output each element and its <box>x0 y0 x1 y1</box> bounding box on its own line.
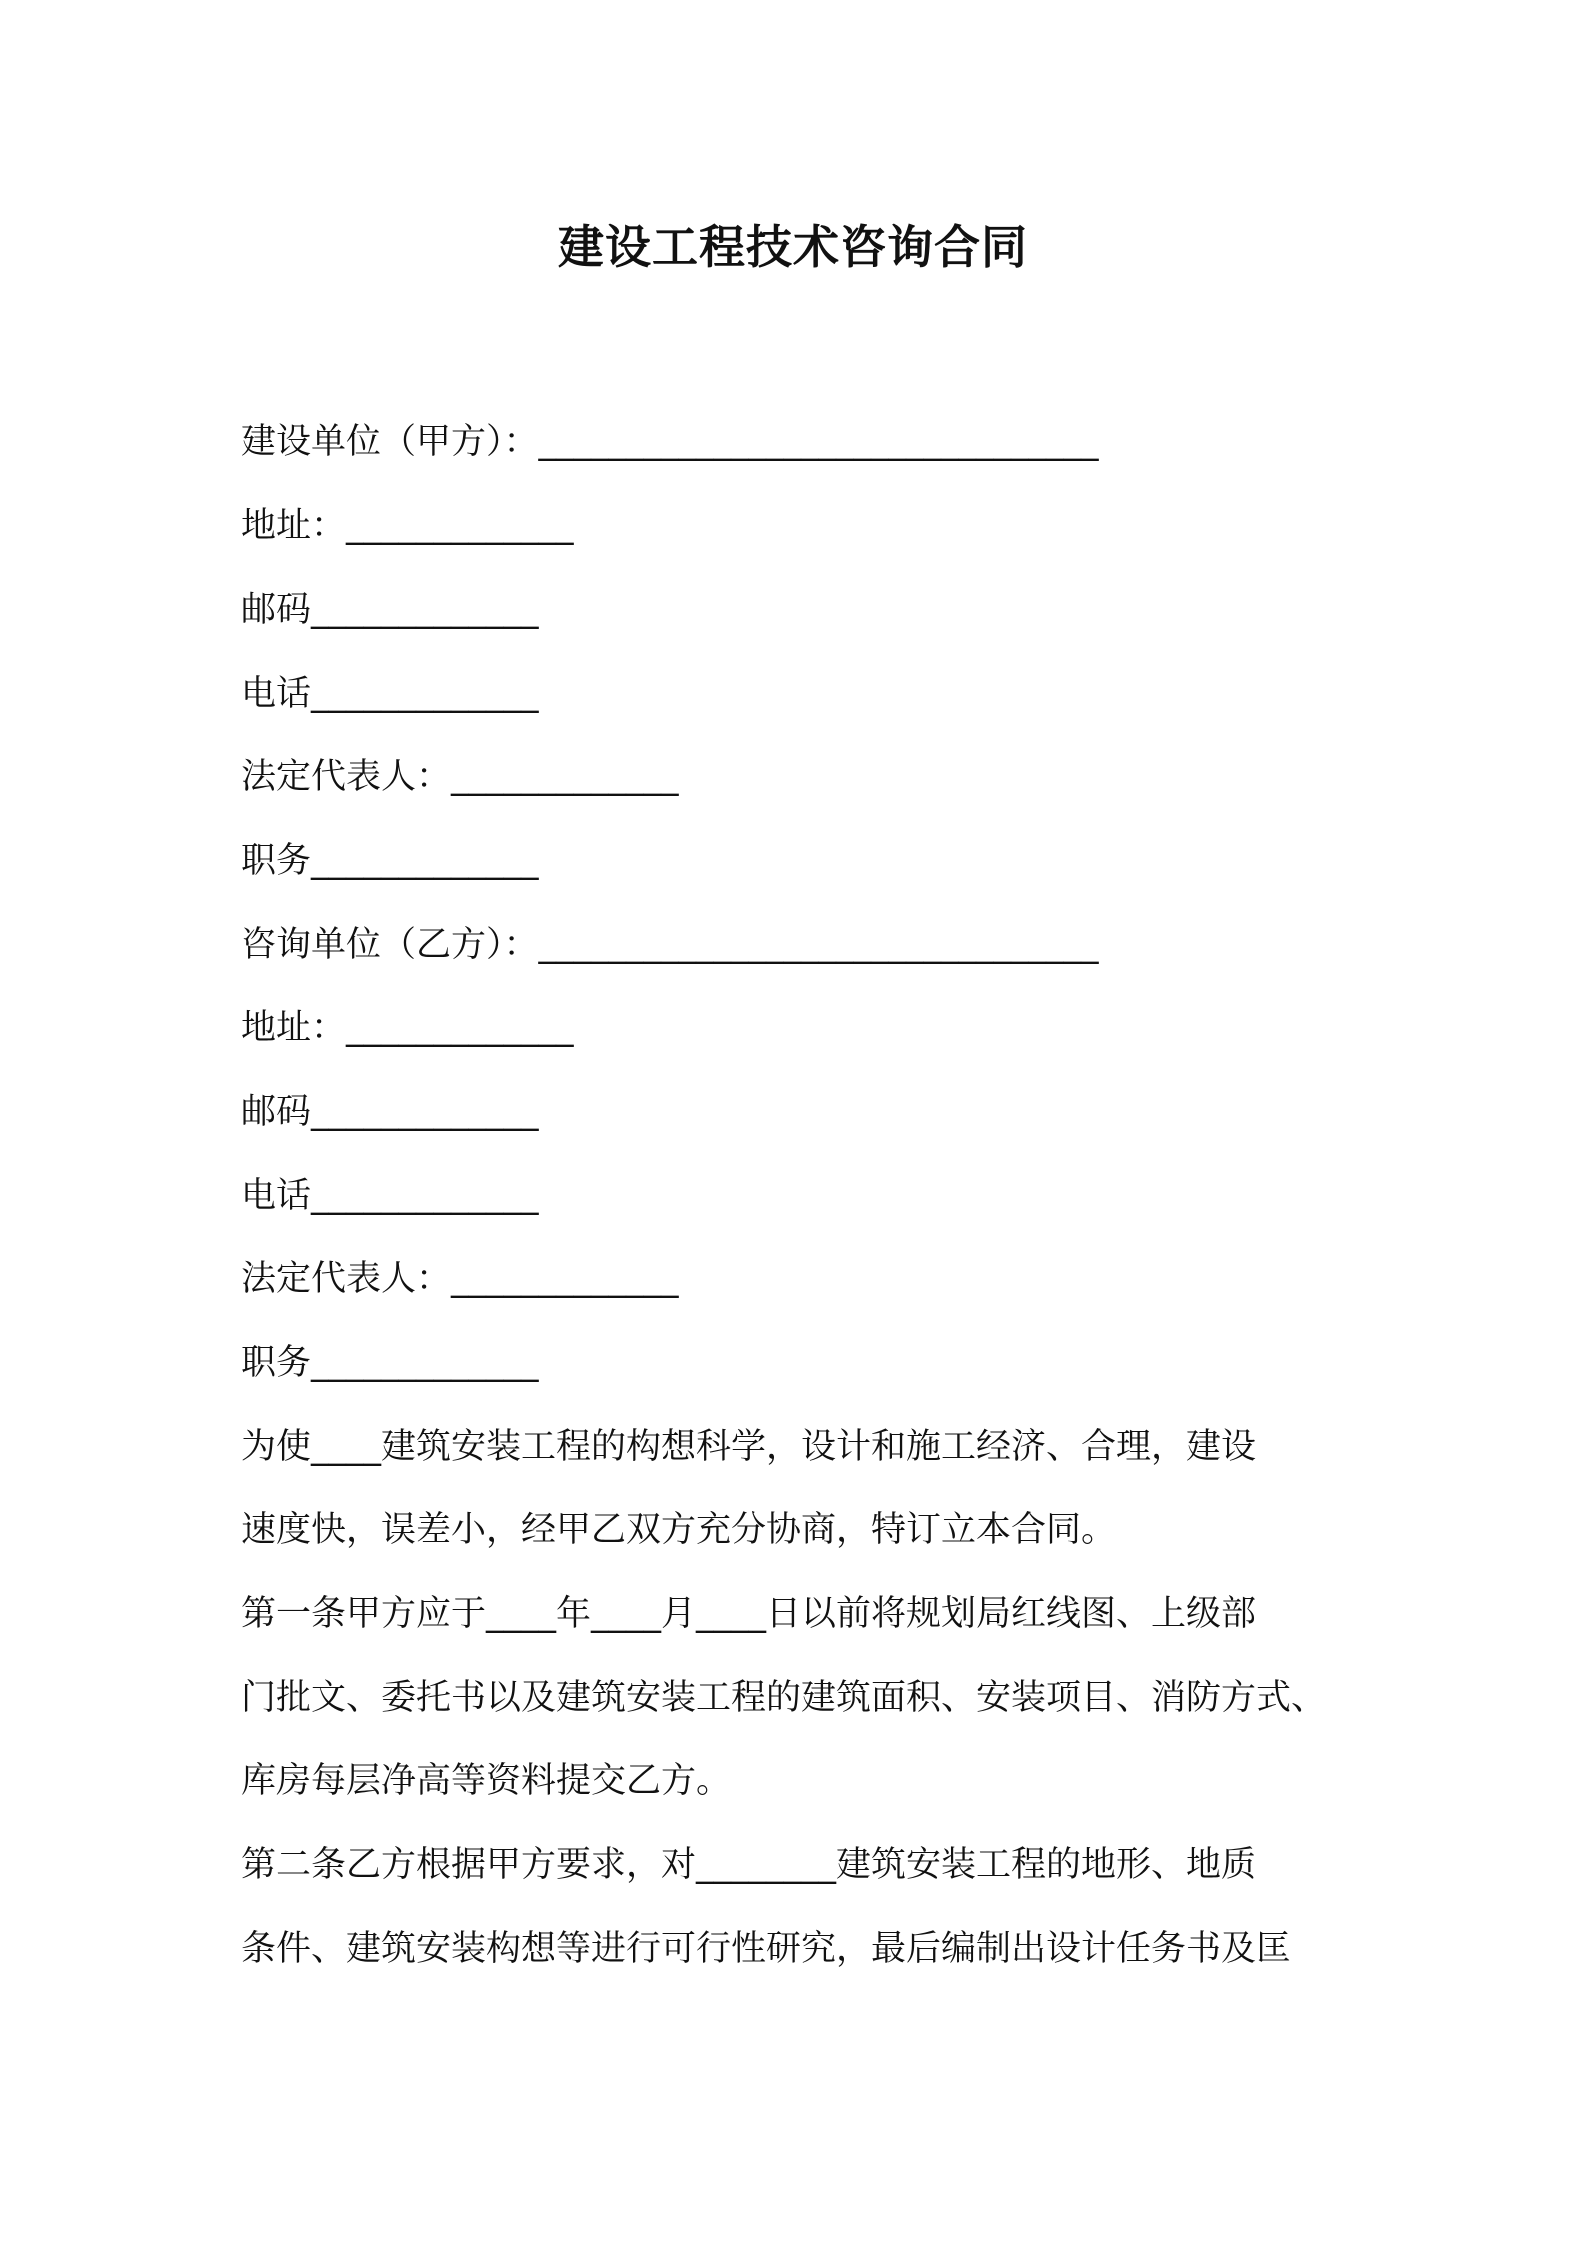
party-a-postcode: 邮码_____________ <box>241 590 539 630</box>
body-line: 速度快，误差小，经甲乙双方充分协商，特订立本合同。 <box>241 1510 1117 1550</box>
party-a-position: 职务_____________ <box>241 841 539 881</box>
body-line: 门批文、委托书以及建筑安装工程的建筑面积、安装项目、消防方式、 <box>241 1678 1327 1718</box>
body-line: 第一条甲方应于____年____月____日以前将规划局红线图、上级部 <box>241 1594 1257 1634</box>
party-b-unit: 咨询单位（乙方）：________________________________ <box>241 925 1099 965</box>
body-line: 库房每层净高等资料提交乙方。 <box>241 1761 732 1801</box>
party-b-phone: 电话_____________ <box>241 1176 539 1216</box>
party-b-legal-rep: 法定代表人：_____________ <box>241 1259 679 1299</box>
body-line: 为使____建筑安装工程的构想科学，设计和施工经济、合理，建设 <box>241 1427 1257 1467</box>
body-line: 第二条乙方根据甲方要求，对________建筑安装工程的地形、地质 <box>241 1845 1257 1885</box>
document-title: 建设工程技术咨询合同 <box>558 220 1028 274</box>
party-b-position: 职务_____________ <box>241 1343 539 1383</box>
party-b-address: 地址：_____________ <box>241 1008 574 1048</box>
party-b-postcode: 邮码_____________ <box>241 1092 539 1132</box>
body-line: 条件、建筑安装构想等进行可行性研究，最后编制出设计任务书及匡 <box>241 1929 1292 1969</box>
party-a-unit: 建设单位（甲方）：________________________________ <box>241 422 1099 462</box>
party-a-legal-rep: 法定代表人：_____________ <box>241 757 679 797</box>
party-a-phone: 电话_____________ <box>241 674 539 714</box>
party-a-address: 地址：_____________ <box>241 506 574 546</box>
